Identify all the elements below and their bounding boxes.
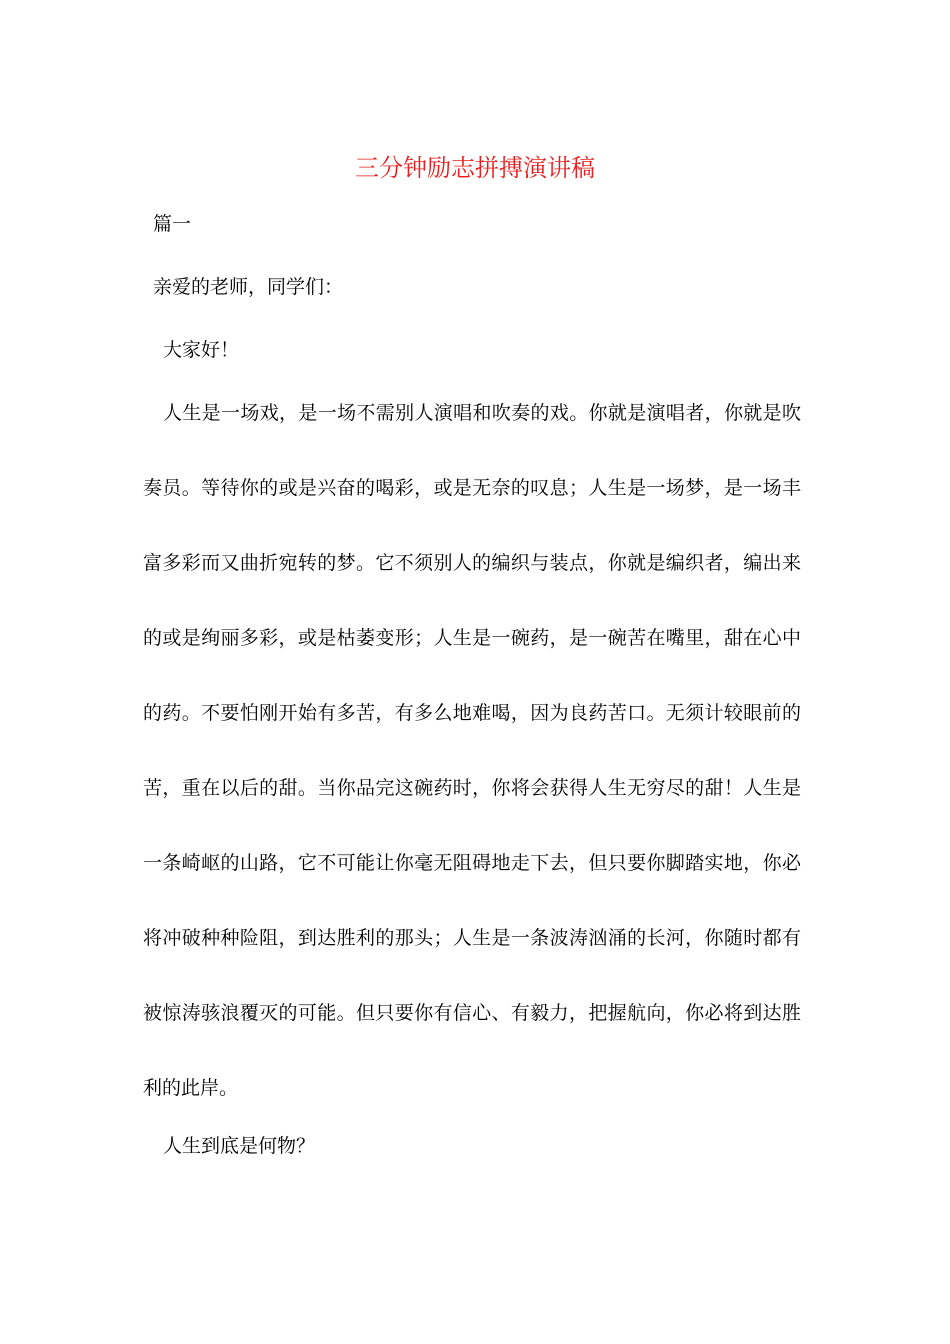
paragraph-line: 的药。不要怕刚开始有多苦，有多么地难喝，因为良药苦口。无须计较眼前的 (143, 702, 801, 724)
paragraph-line: 利的此岸。 (143, 1077, 239, 1099)
paragraph-line: 苦，重在以后的甜。当你品完这碗药时，你将会获得人生无穷尽的甜！人生是 (143, 777, 801, 799)
paragraph-line: 的或是绚丽多彩，或是枯萎变形；人生是一碗药，是一碗苦在嘴里，甜在心中 (143, 627, 801, 649)
paragraph-line: 富多彩而又曲折宛转的梦。它不须别人的编织与装点，你就是编织者，编出来 (143, 552, 801, 574)
document-title: 三分钟励志拼搏演讲稿 (355, 154, 595, 182)
paragraph-line: 奏员。等待你的或是兴奋的喝彩，或是无奈的叹息；人生是一场梦，是一场丰 (143, 477, 801, 499)
paragraph-line: 一条崎岖的山路，它不可能让你毫无阻碍地走下去，但只要你脚踏实地，你必 (143, 852, 801, 874)
paragraph-line: 将冲破种种险阻，到达胜利的那头；人生是一条波涛汹涌的长河，你随时都有 (143, 927, 801, 949)
paragraph-line: 被惊涛骇浪覆灭的可能。但只要你有信心、有毅力，把握航向，你必将到达胜 (143, 1002, 801, 1024)
greeting: 大家好！ (163, 339, 240, 361)
paragraph-line: 人生是一场戏，是一场不需别人演唱和吹奏的戏。你就是演唱者，你就是吹 (163, 402, 801, 424)
section-label: 篇一 (153, 213, 192, 235)
closing-question: 人生到底是何物？ (163, 1135, 316, 1157)
salutation: 亲爱的老师，同学们： (153, 276, 344, 298)
body-paragraph (143, 398, 801, 1148)
